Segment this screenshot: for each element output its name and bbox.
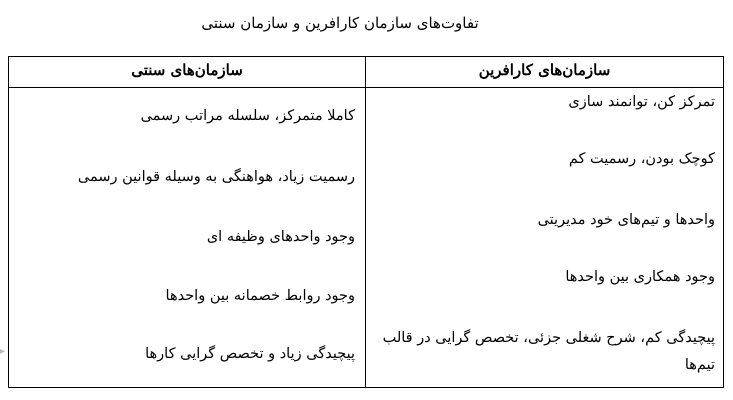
entrepreneurial-row-4: وجود همکاری بین واحدها (565, 269, 715, 285)
traditional-row-1: کاملا متمرکز، سلسله مراتب رسمی (140, 108, 355, 124)
traditional-row-5: پیچیدگی زیاد و تخصص گرایی کارها (145, 346, 355, 362)
traditional-row-4: وجود روابط خصمانه بین واحدها (165, 288, 355, 304)
entrepreneurial-row-2: کوچک بودن، رسمیت کم (568, 151, 715, 167)
entrepreneurial-row-3: واحدها و تیم‌های خود مدیریتی (537, 212, 715, 228)
traditional-row-2: رسمیت زیاد، هواهنگی به وسیله قوانین رسمی (77, 169, 355, 185)
entrepreneurial-row-1: تمرکز کن، توانمند سازی (568, 94, 715, 110)
column-divider (365, 57, 366, 387)
comparison-table (8, 56, 724, 388)
header-divider (9, 87, 723, 88)
header-traditional: سازمان‌های سنتی (131, 61, 243, 79)
traditional-row-3: وجود واحدهای وظیفه ای (206, 229, 355, 245)
page-marker-icon: ▸ (0, 346, 6, 357)
header-entrepreneurial: سازمان‌های کارافرین (478, 61, 611, 79)
entrepreneurial-row-5: پیچیدگی کم، شرح شغلی جزئی، تخصص گرایی در قالب تیم‌ها (382, 330, 715, 373)
document-title: تفاوت‌های سازمان کارافرین و سازمان سنتی (201, 14, 479, 32)
